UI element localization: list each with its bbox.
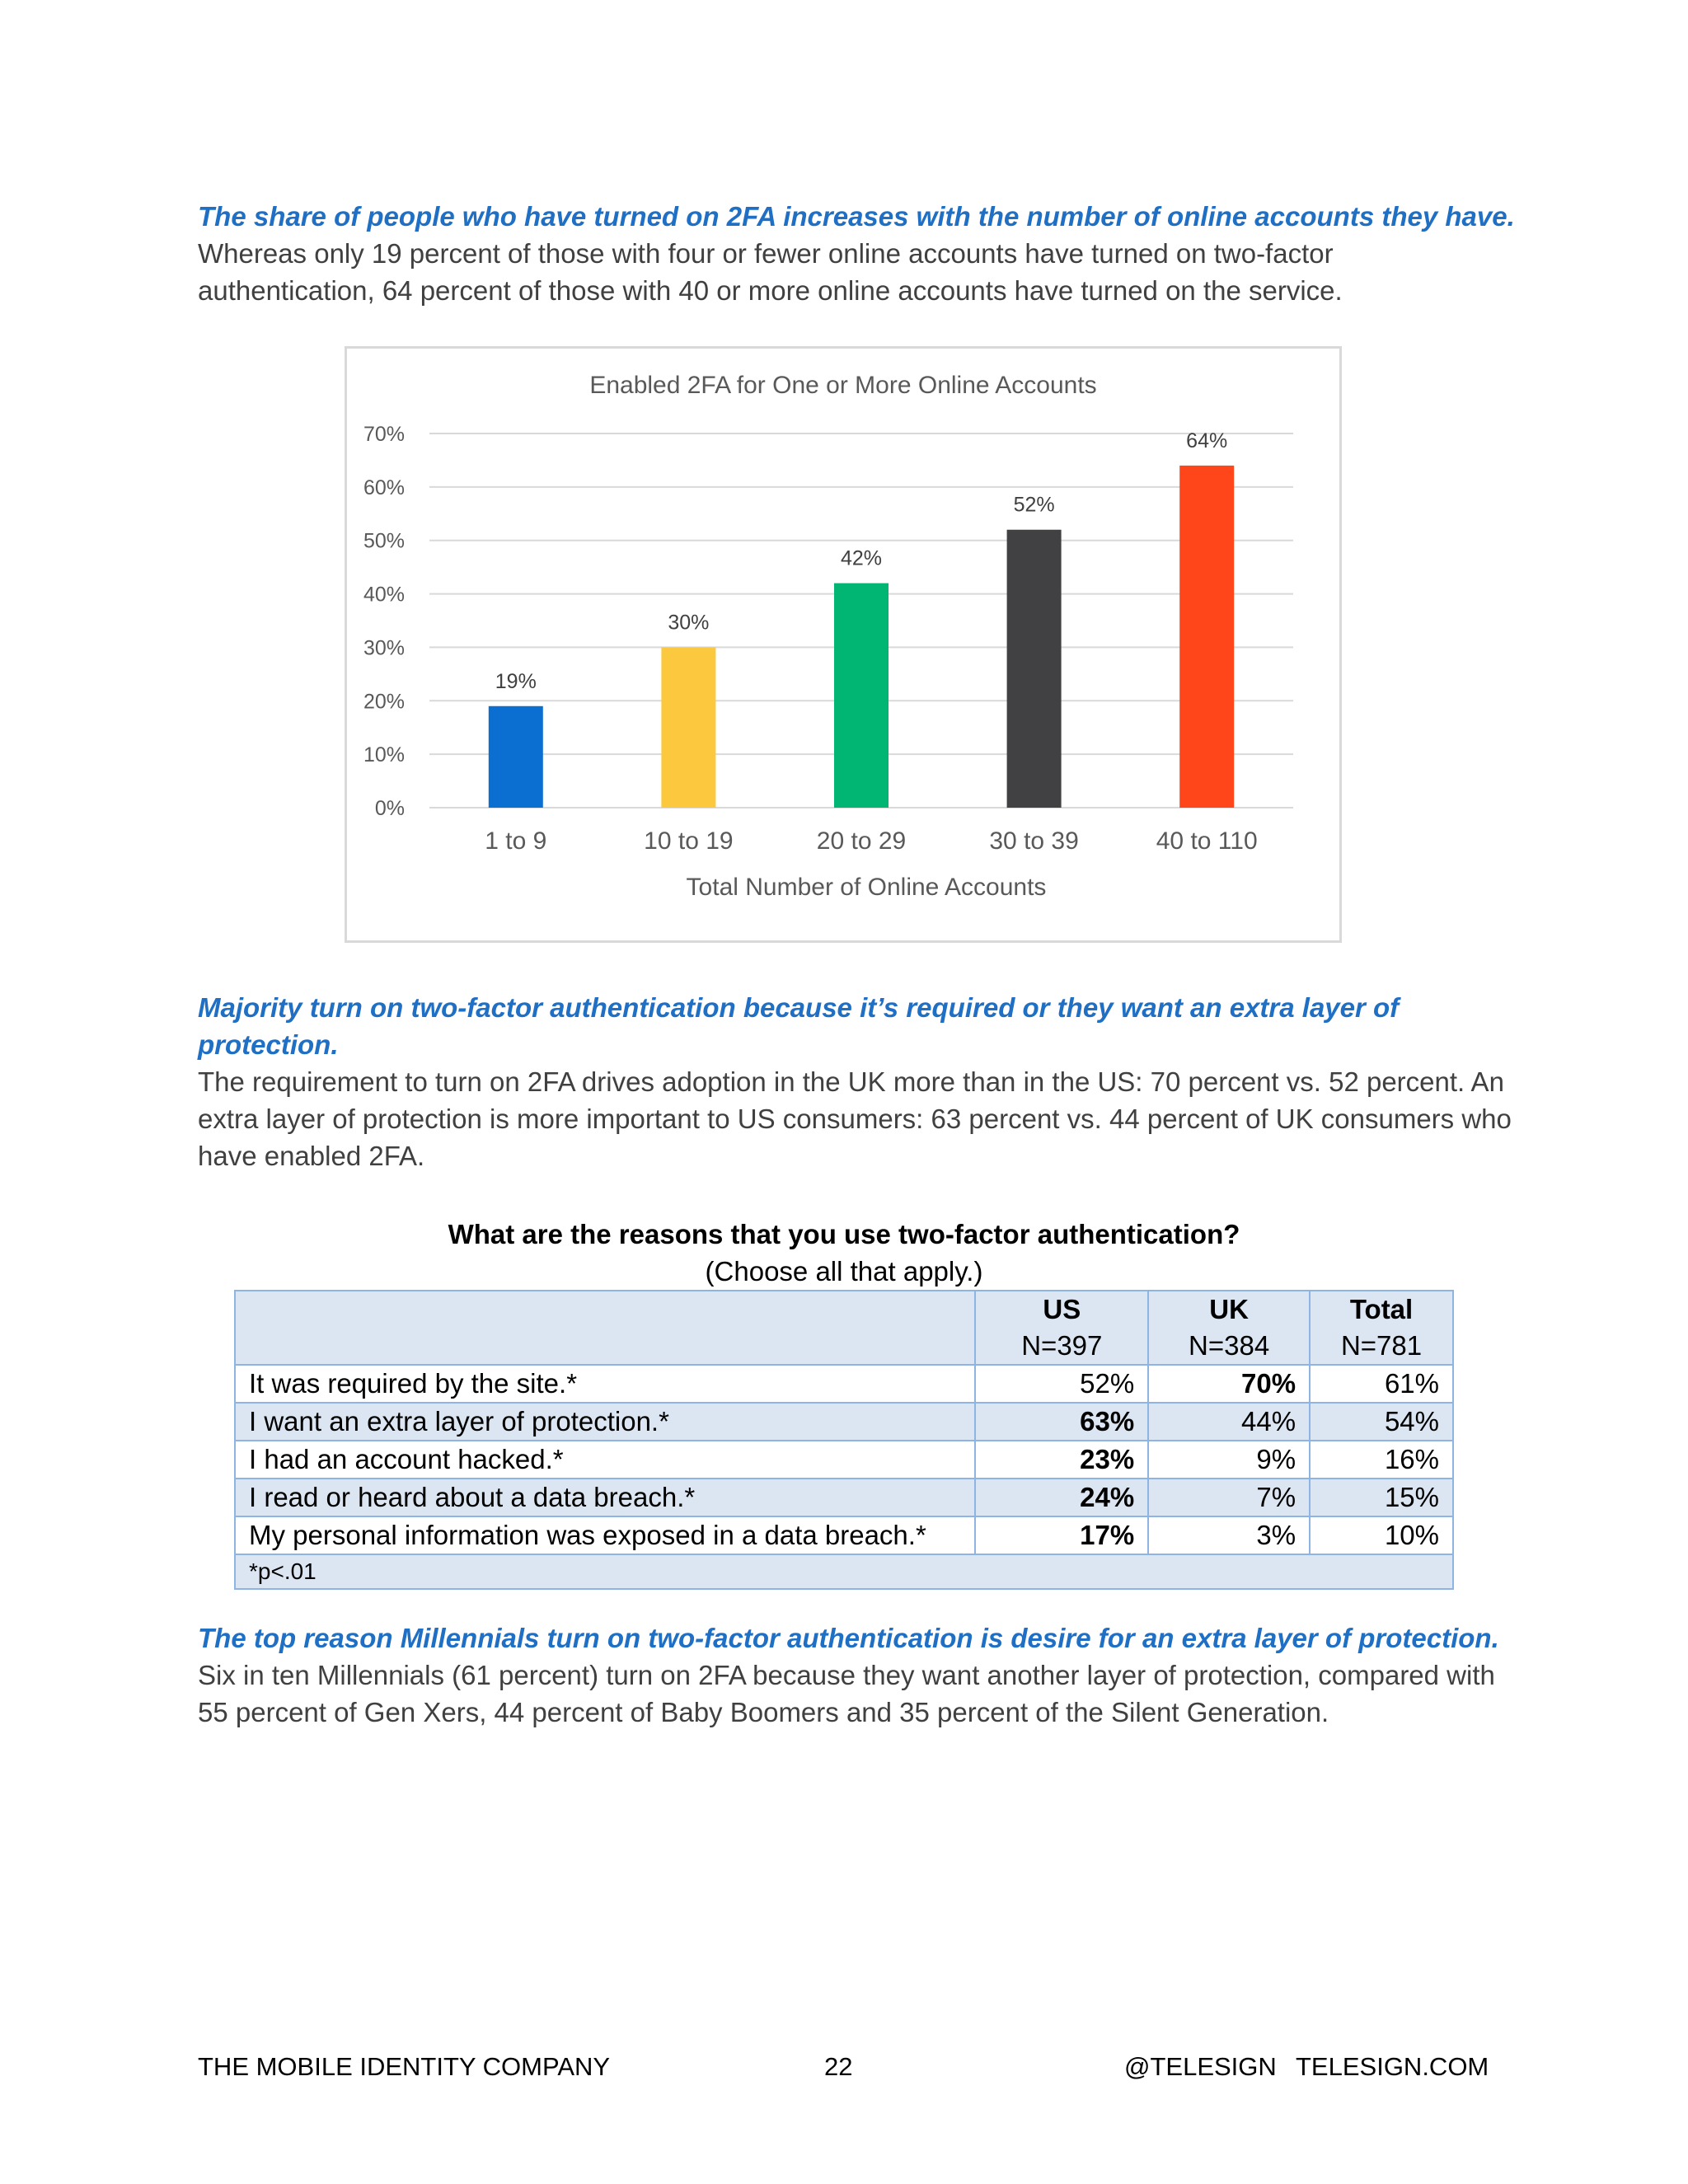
column-sample-size: N=384 [1189, 1330, 1270, 1361]
section-heading: The top reason Millennials turn on two-factor authentication is desire for an extra layer of protection. [198, 1623, 1499, 1653]
chart-canvas [347, 349, 1339, 940]
x-category-label: 30 to 39 [989, 827, 1079, 855]
reasons-table-block [234, 1216, 1454, 1590]
cell-uk: 44% [1148, 1403, 1310, 1441]
footer-page-number: 22 [824, 2052, 853, 2081]
bar [1179, 466, 1234, 808]
cell-total: 10% [1310, 1516, 1453, 1554]
x-category-label: 1 to 9 [485, 827, 547, 855]
cell-us: 63% [975, 1403, 1148, 1441]
data-label: 64% [1186, 429, 1228, 452]
footer-website-link[interactable]: TELESIGN.COM [1296, 2052, 1489, 2081]
column-header-total [1310, 1291, 1453, 1365]
bar [834, 583, 889, 808]
cell-us: 24% [975, 1479, 1148, 1516]
bar-chart [345, 346, 1342, 943]
cell-uk: 7% [1148, 1479, 1310, 1516]
section-2fa-accounts [198, 198, 1517, 309]
x-category-label: 40 to 110 [1156, 827, 1258, 855]
data-label: 30% [668, 611, 710, 635]
cell-total: 16% [1310, 1441, 1453, 1479]
table-header-row [235, 1291, 1453, 1365]
x-axis-title: Total Number of Online Accounts [686, 874, 1047, 901]
y-tick-label: 0% [374, 797, 405, 820]
y-tick-label: 40% [363, 583, 405, 607]
section-heading: Majority turn on two-factor authentication because it’s required or they want an extra layer of protection. [198, 992, 1400, 1060]
footer-company: THE MOBILE IDENTITY COMPANY [198, 2052, 611, 2081]
footer-twitter-link[interactable]: @TELESIGN [1124, 2052, 1277, 2081]
x-category-label: 10 to 19 [644, 827, 734, 855]
column-header-uk [1148, 1291, 1310, 1365]
row-label: My personal information was exposed in a data breach.* [235, 1516, 975, 1554]
y-tick-label: 70% [363, 423, 405, 446]
section-heading: The share of people who have turned on 2FA increases with the number of online accounts they have. [198, 201, 1515, 232]
chart-title: Enabled 2FA for One or More Online Accounts [589, 372, 1097, 399]
table-footnote-row [235, 1554, 1453, 1589]
bar [661, 647, 715, 808]
table-row [235, 1365, 1453, 1403]
y-tick-label: 30% [363, 636, 405, 660]
row-label: I had an account hacked.* [235, 1441, 975, 1479]
data-label: 52% [1013, 493, 1055, 517]
section-body: Six in ten Millennials (61 percent) turn on 2FA because they want another layer of protection, compared with 55 percent of Gen Xers, 44 percent of Baby Boomers and 35 percent of the Silent Generation. [198, 1660, 1495, 1727]
table-subtitle: (Choose all that apply.) [705, 1256, 983, 1286]
table-title: What are the reasons that you use two-factor authentication? [448, 1219, 1240, 1249]
cell-us: 17% [975, 1516, 1148, 1554]
column-name: UK [1209, 1294, 1249, 1324]
section-body: Whereas only 19 percent of those with four or fewer online accounts have turned on two-factor authentication, 64 percent of those with 40 or more online accounts have turned on the service. [198, 238, 1343, 306]
data-label: 42% [840, 546, 883, 570]
x-axis-categories [485, 827, 1257, 855]
cell-us: 23% [975, 1441, 1148, 1479]
cell-uk: 70% [1148, 1365, 1310, 1403]
section-reasons [198, 989, 1517, 1174]
cell-total: 54% [1310, 1403, 1453, 1441]
row-label: I want an extra layer of protection.* [235, 1403, 975, 1441]
section-body: The requirement to turn on 2FA drives adoption in the UK more than in the US: 70 percent vs. 52 percent. An extra layer of protection is more important to US consumers: 63 percent vs. 44 percent of UK consumers who have enabled 2FA. [198, 1066, 1512, 1171]
chart-bars [489, 466, 1234, 808]
y-tick-label: 60% [363, 476, 405, 499]
cell-us: 52% [975, 1365, 1148, 1403]
cell-uk: 3% [1148, 1516, 1310, 1554]
section-millennials [198, 1619, 1517, 1731]
column-sample-size: N=781 [1340, 1330, 1423, 1361]
table-footnote: *p<.01 [235, 1554, 1453, 1589]
column-name: US [1043, 1294, 1081, 1324]
y-tick-label: 50% [363, 529, 405, 553]
column-name: Total [1349, 1294, 1414, 1324]
column-header-us [975, 1291, 1148, 1365]
cell-uk: 9% [1148, 1441, 1310, 1479]
table-row [235, 1479, 1453, 1516]
table-header-blank [235, 1291, 975, 1365]
x-category-label: 20 to 29 [816, 827, 907, 855]
table-row [235, 1441, 1453, 1479]
bar [1007, 530, 1062, 808]
row-label: I read or heard about a data breach.* [235, 1479, 975, 1516]
row-label: It was required by the site.* [235, 1365, 975, 1403]
reasons-table [234, 1290, 1454, 1590]
y-tick-label: 10% [363, 743, 405, 767]
column-sample-size: N=397 [1021, 1330, 1103, 1361]
table-row [235, 1403, 1453, 1441]
cell-total: 61% [1310, 1365, 1453, 1403]
y-tick-label: 20% [363, 690, 405, 714]
table-row [235, 1516, 1453, 1554]
bar [489, 706, 543, 808]
y-axis-ticks [363, 423, 405, 820]
data-label: 19% [495, 669, 537, 693]
cell-total: 15% [1310, 1479, 1453, 1516]
